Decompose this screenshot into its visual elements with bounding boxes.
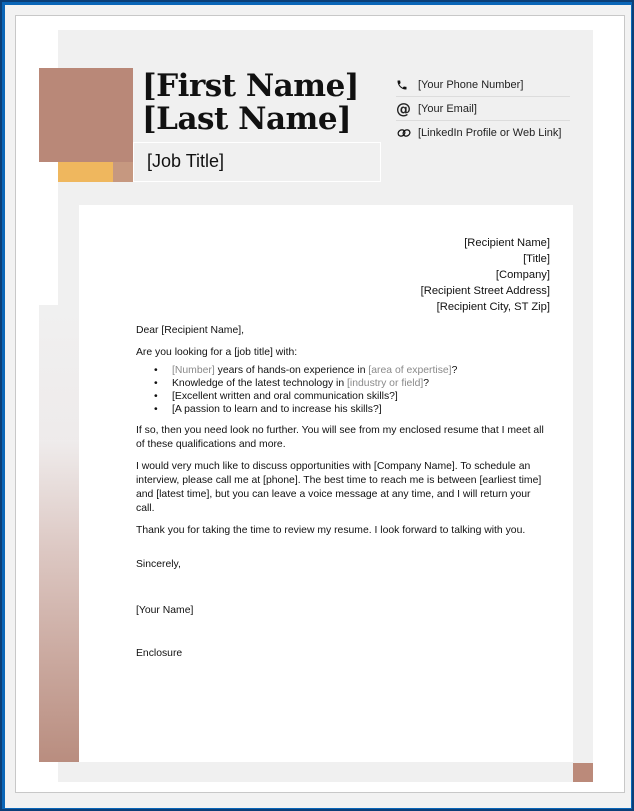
contact-phone xyxy=(396,73,570,97)
bullet-end: ? xyxy=(451,365,458,376)
signature-name: [Your Name] xyxy=(136,605,194,616)
paragraph-contact: I would very much like to discuss opportunities with [Company Name]. To schedule an interview, please call me at [phone]. The best time to reach me is between [earliest time] and [latest time], but you can leave a voice message at any time, and I will return your call. xyxy=(136,461,542,514)
placeholder-industry: [industry or field] xyxy=(347,378,424,389)
bullet-text: Knowledge of the latest technology in xyxy=(172,378,348,389)
recipient-block xyxy=(136,235,550,315)
cover-letter xyxy=(136,235,550,661)
decor-accent-square-bottom xyxy=(573,763,593,782)
bullet-text: years of hands-on experience in xyxy=(214,365,369,376)
applicant-name xyxy=(142,70,382,136)
salutation: Dear [Recipient Name], xyxy=(136,325,244,336)
contact-phone-text: [Your Phone Number] xyxy=(418,78,524,91)
list-item: • [A passion to learn and to increase his skills?] xyxy=(154,403,550,416)
list-item xyxy=(154,364,550,377)
decor-gradient-bar xyxy=(39,440,79,762)
qualification-list xyxy=(154,364,550,416)
job-title: [Job Title] xyxy=(147,151,225,171)
decor-right-column xyxy=(573,205,593,763)
list-item: • [Excellent written and oral communication skills?] xyxy=(154,390,550,403)
recipient-city: [Recipient City, ST Zip] xyxy=(436,301,550,313)
first-name: [First Name] xyxy=(142,68,359,104)
decor-accent-orange xyxy=(58,162,113,182)
contact-link xyxy=(396,121,570,145)
phone-icon xyxy=(396,79,418,91)
recipient-street: [Recipient Street Address] xyxy=(420,285,550,297)
paragraph-thanks: Thank you for taking the time to review my resume. I look forward to talking with you. xyxy=(136,525,526,536)
bullet-end: ? xyxy=(423,378,430,389)
contact-list xyxy=(396,73,570,145)
decor-bottom-bar xyxy=(58,762,573,782)
recipient-company: [Company] xyxy=(495,269,550,281)
placeholder-number: [Number] xyxy=(172,365,215,376)
recipient-title: [Title] xyxy=(523,253,550,265)
intro-line: Are you looking for a [job title] with: xyxy=(136,347,298,358)
decor-left-column xyxy=(58,205,79,305)
decor-left-wide xyxy=(39,305,79,455)
last-name: [Last Name] xyxy=(142,101,352,137)
list-item xyxy=(154,377,550,390)
closing: Sincerely, xyxy=(136,559,181,570)
link-icon xyxy=(396,128,418,138)
letter-body-card xyxy=(79,205,573,762)
recipient-name: [Recipient Name] xyxy=(464,237,550,249)
placeholder-expertise: [area of expertise] xyxy=(368,365,452,376)
decor-accent-square xyxy=(39,68,133,162)
at-icon: @ xyxy=(396,99,411,118)
contact-email xyxy=(396,97,570,121)
contact-email-text: [Your Email] xyxy=(418,102,477,115)
paragraph-qualifications: If so, then you need look no further. You will see from my enclosed resume that I meet all of these qualifications and more. xyxy=(136,425,544,450)
contact-link-text: [LinkedIn Profile or Web Link] xyxy=(418,127,562,139)
enclosure-note: Enclosure xyxy=(136,648,183,659)
job-title-box xyxy=(133,142,381,182)
decor-accent-tan xyxy=(113,162,133,182)
